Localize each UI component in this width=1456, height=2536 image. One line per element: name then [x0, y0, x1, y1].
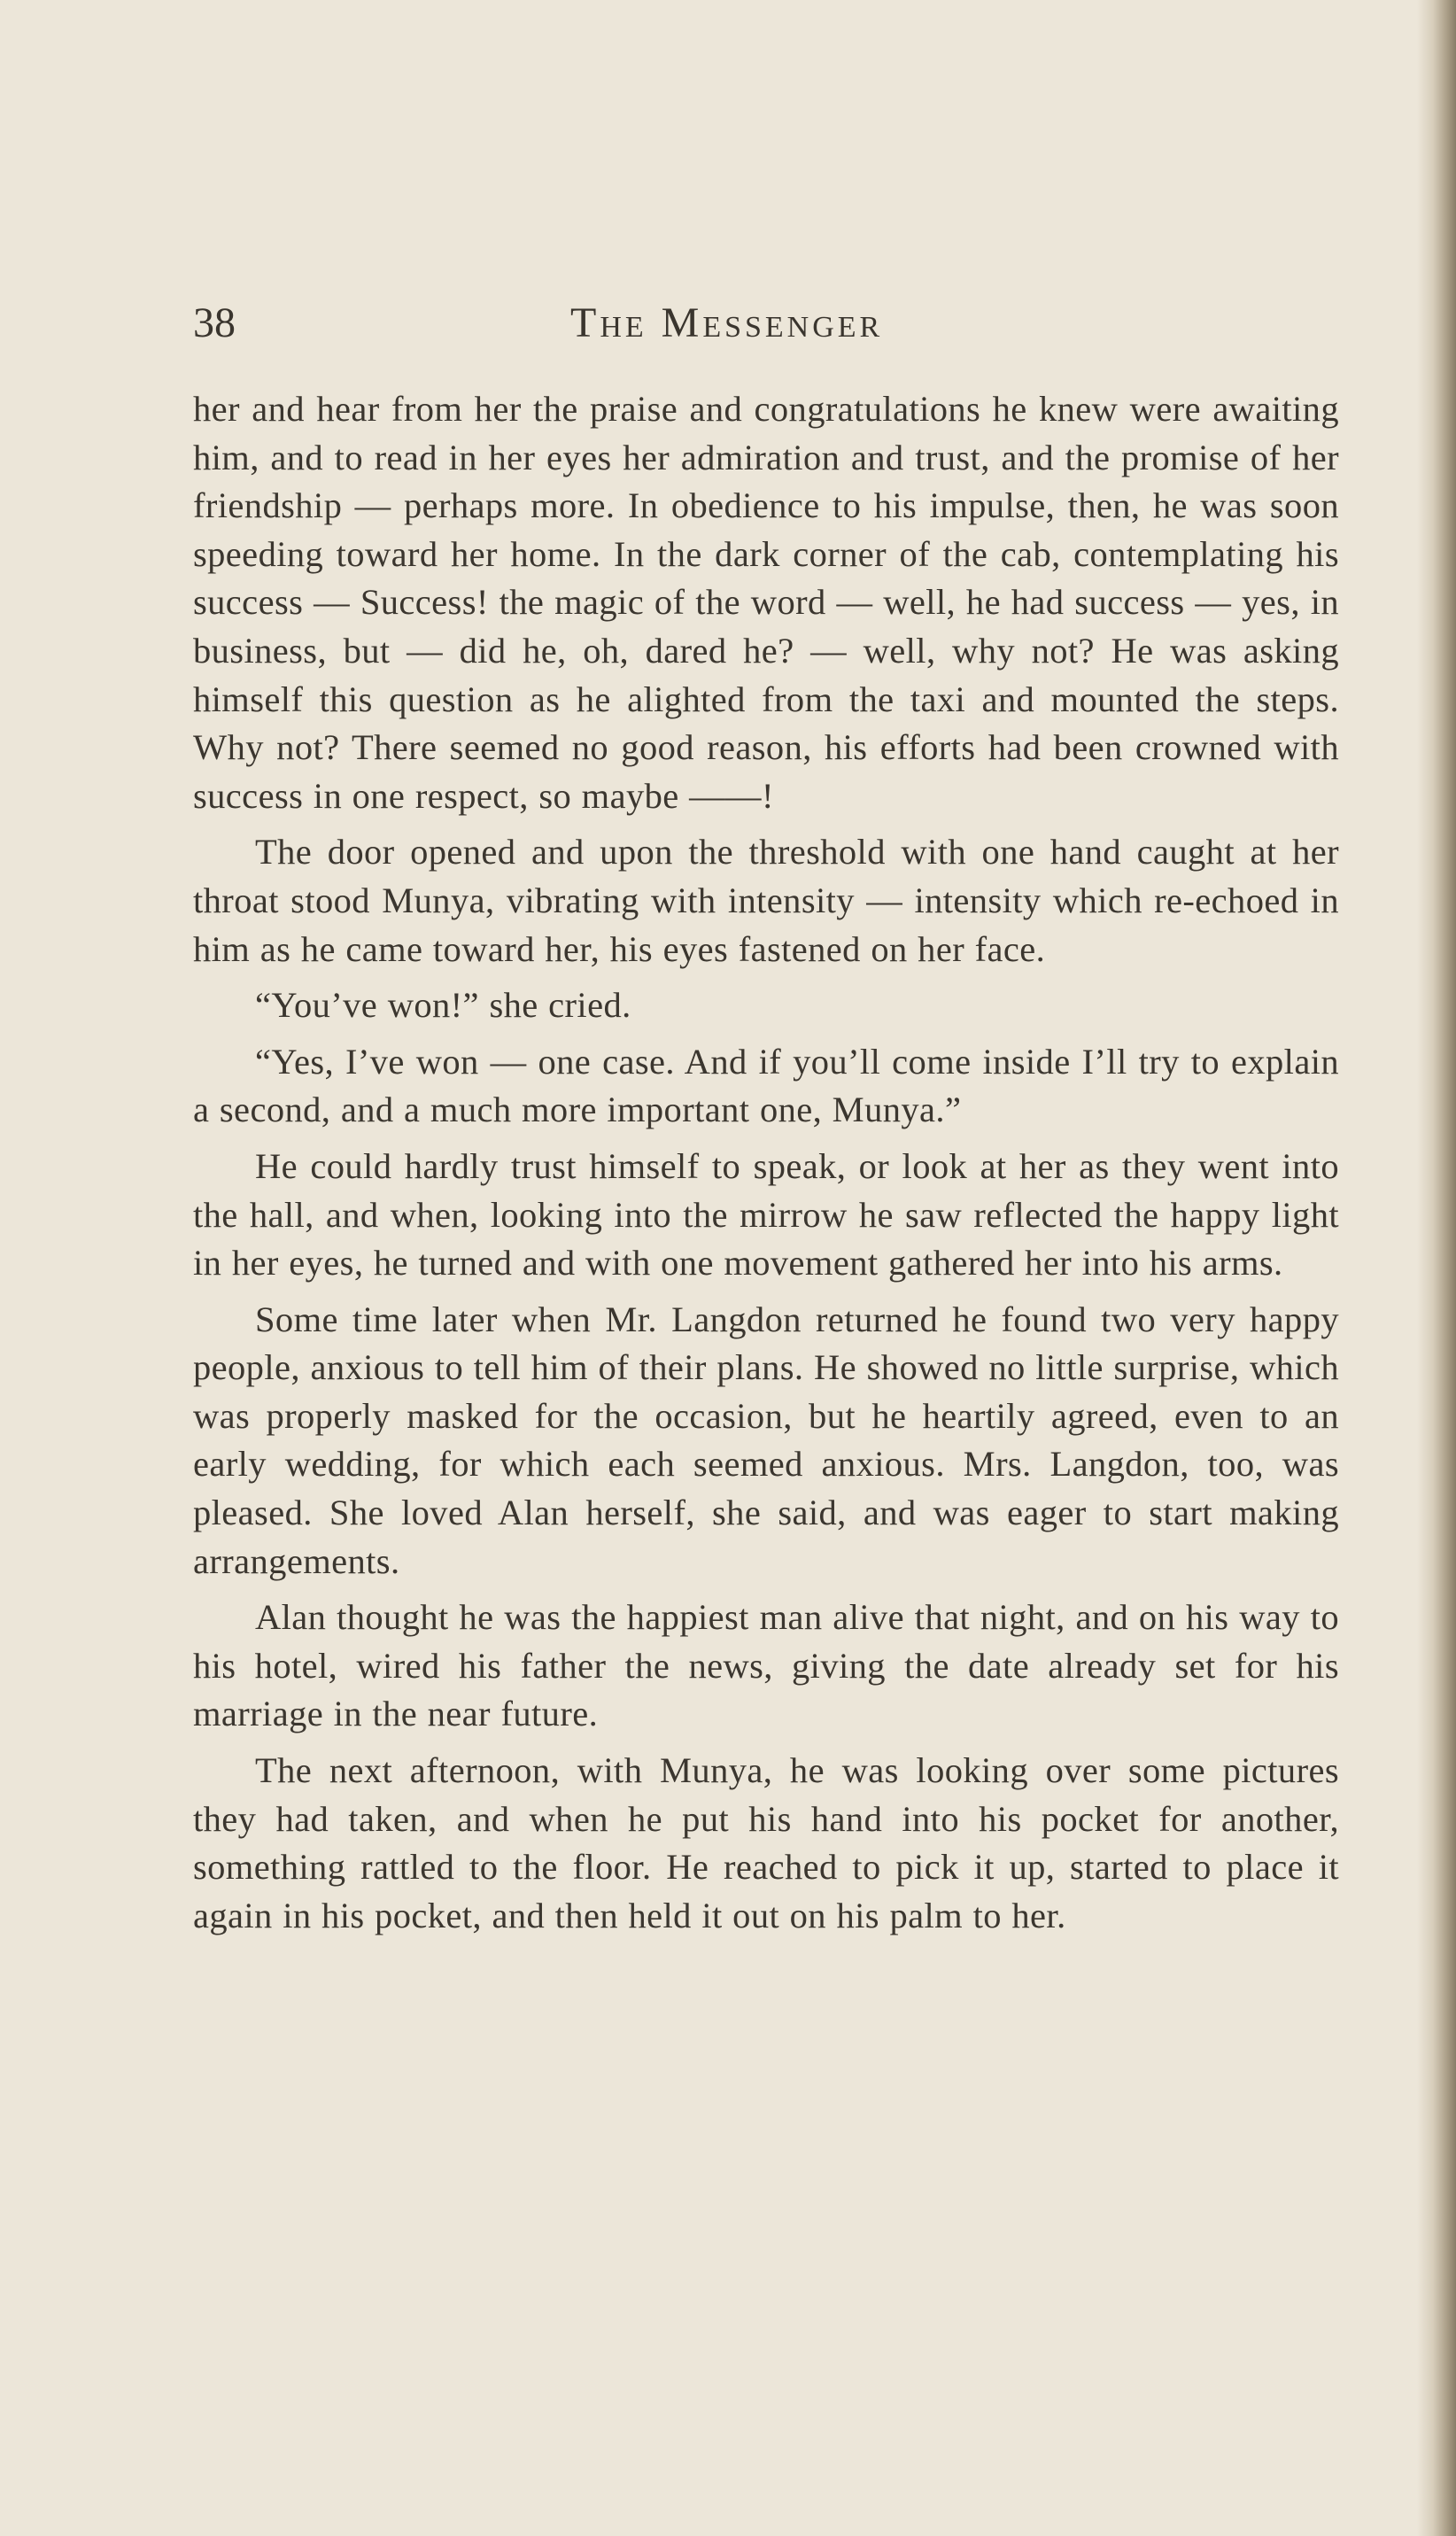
page-number: 38 [193, 299, 236, 346]
body-text [193, 385, 1339, 1948]
paragraph: Some time later when Mr. Langdon returned he found two very happy people, anxious to tell him of their plans. He showed no little surprise, which was properly masked for the occasion, but he heartily agreed, even to an early wedding, for which each seemed anxious. Mrs. Langdon, too, was pleased. She loved Alan herself, she said, and was eager to start making arrangements. [193, 1299, 1339, 1581]
paragraph: “You’ve won!” she cried. [255, 985, 631, 1026]
paragraph: He could hardly trust himself to speak, or look at her as they went into the hall, and when, looking into the mirrow he saw reflected the happy light in her eyes, he turned and with one movement gathered her into his arms. [193, 1145, 1339, 1284]
paragraph: Alan thought he was the happiest man alive that night, and on his way to his hotel, wired his father the news, giving the date already set for his marriage in the near future. [193, 1597, 1339, 1734]
paragraph: The next afternoon, with Munya, he was looking over some pictures they had taken, and when he put his hand into his pocket for another, something rattled to the floor. He reached to pick it up, started to place it again in his pocket, and then held it out on his palm to her. [193, 1750, 1339, 1935]
paragraph: “Yes, I’ve won — one case. And if you’ll come inside I’ll try to explain a second, and a much more important one, Munya.” [193, 1041, 1339, 1130]
paragraph: her and hear from her the praise and congratulations he knew were awaiting him, and to read in her eyes her admiration and trust, and the promise of her friendship — perhaps more. In obedience to his impulse, then, he was soon speeding toward her home. In the dark corner of the cab, contemplating his success — Success! the magic of the word — well, he had success — yes, in business, but — did he, oh, dared he? — well, why not? He was asking himself this question as he alighted from the taxi and mounted the steps. Why not? There seemed no good reason, his efforts had been crowned with success in one respect, so maybe ——! [193, 389, 1339, 816]
paragraph: The door opened and upon the threshold with one hand caught at her throat stood Munya, vibrating with intensity — intensity which re-echoed in him as he came toward her, his eyes fastened on her face. [193, 832, 1339, 969]
page-header [193, 292, 1344, 354]
running-title: The Messenger [570, 299, 884, 346]
